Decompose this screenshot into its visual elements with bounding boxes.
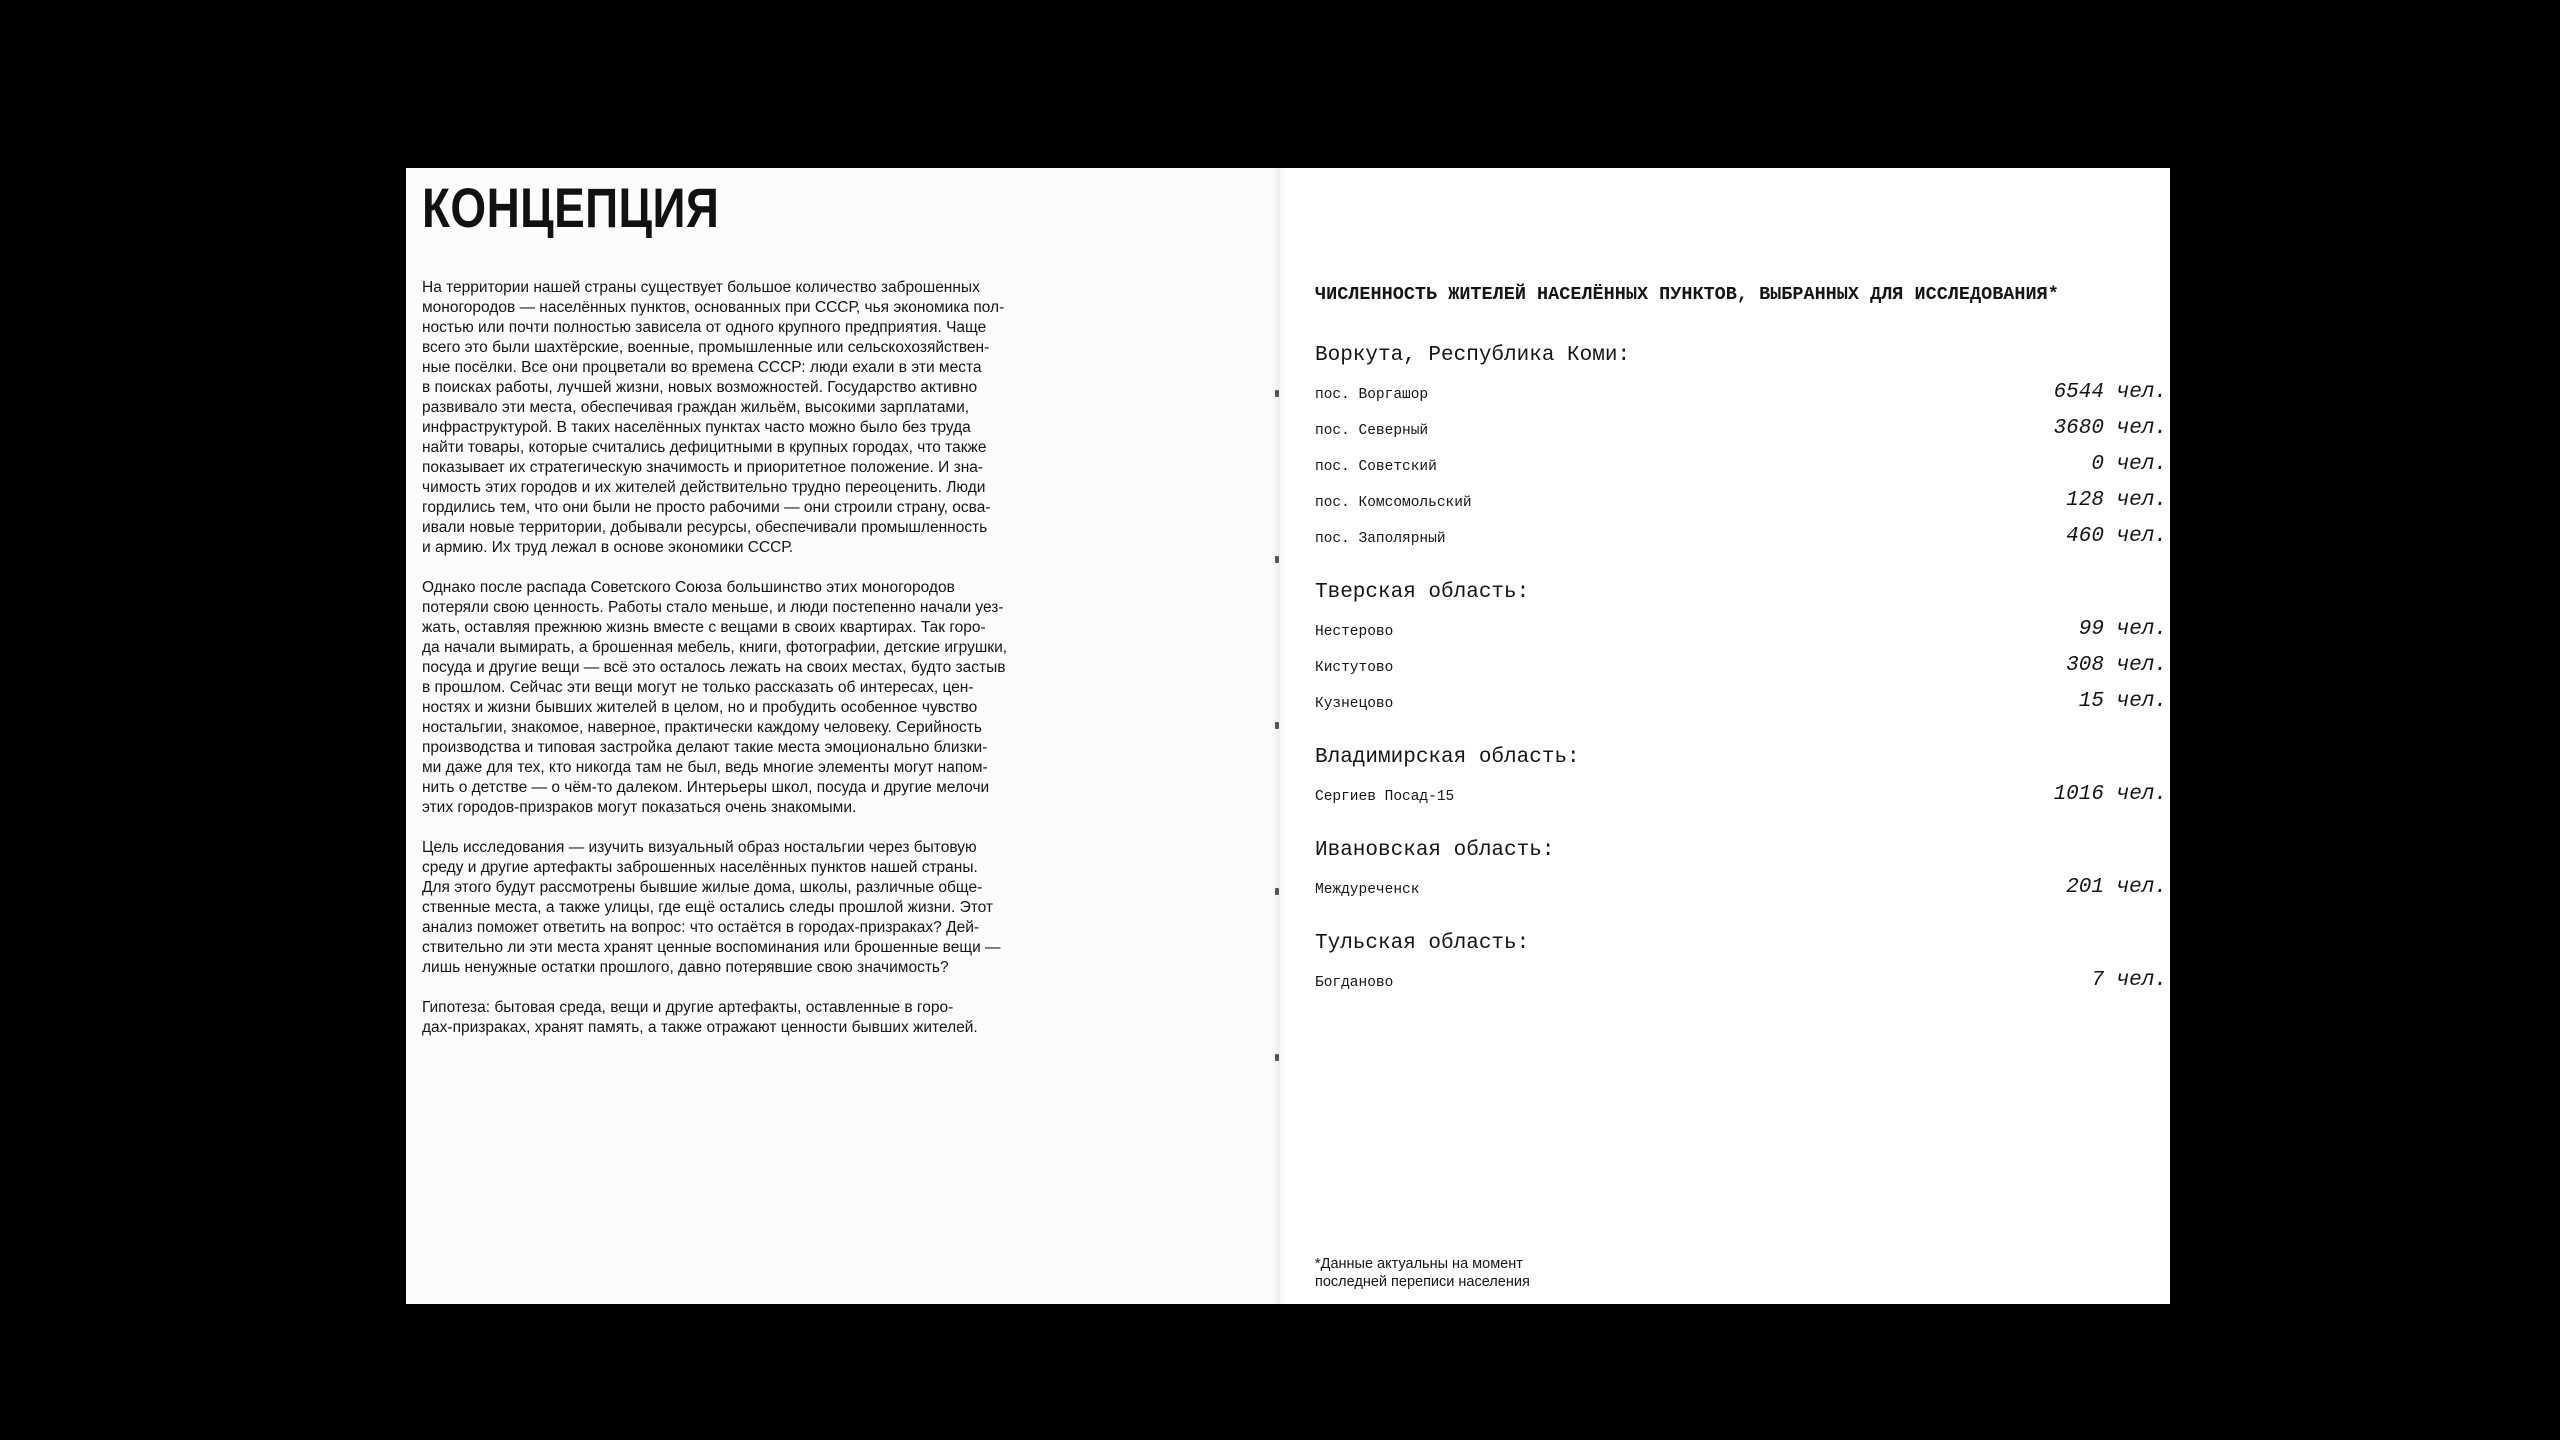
region-heading-tula: Тульская область:	[1315, 932, 1530, 955]
population-count: 99 чел.	[2078, 618, 2167, 641]
right-page	[1279, 168, 2170, 1304]
concept-text	[422, 278, 1062, 1058]
staple-mark	[1275, 888, 1279, 895]
population-count: 460 чел.	[2066, 525, 2167, 548]
population-count: 201 чел.	[2066, 876, 2167, 899]
paragraph-intro: На территории нашей страны существует большое количество заброшенных моногородов — населённых пунктов, основанных при СССР, чья экономика пол- ностью или почти полностью зависела от одного крупного предприятия. Чаще всего это были шахтёрские, военные, промышленные или сельскохозяйствен- ные посёлки. Все они процветали во времена СССР: люди ехали в эти места в поисках работы, лучшей жизни, новых возможностей. Государство активно развивало эти места, обеспечивая граждан жильём, высокими зарплатами, инфраструктурой. В таких населённых пунктах часто можно было без труда найти товары, которые считались дефицитными в крупных городах, что также показывает их стратегическую значимость и приоритетное положение. И зна- чимость этих городов и их жителей действительно трудно переоценить. Люди гордились тем, что они были не просто рабочими — они строили страну, осва- ивали новые территории, добывали ресурсы, обеспечивали промышленность и армию. Их труд лежал в основе экономики СССР.	[422, 279, 1005, 556]
staple-mark	[1275, 556, 1279, 563]
place-name: пос. Воргашор	[1315, 387, 1429, 403]
region-heading-vorkuta: Воркута, Республика Коми:	[1315, 344, 1631, 367]
region-heading-tver: Тверская область:	[1315, 581, 1530, 604]
region-heading-vladimir: Владимирская область:	[1315, 746, 1580, 769]
population-count: 3680 чел.	[2053, 417, 2167, 440]
population-count: 128 чел.	[2066, 489, 2167, 512]
staple-mark	[1275, 1054, 1279, 1061]
staple-mark	[1275, 722, 1279, 729]
staple-mark	[1275, 390, 1279, 397]
place-name: пос. Советский	[1315, 459, 1437, 475]
region-heading-ivanovo: Ивановская область:	[1315, 839, 1555, 862]
place-name: Сергиев Посад-15	[1315, 789, 1455, 805]
population-count: 308 чел.	[2066, 654, 2167, 677]
place-name: пос. Северный	[1315, 423, 1429, 439]
population-count: 1016 чел.	[2053, 783, 2167, 806]
booklet-spread	[406, 168, 2170, 1304]
spine-fold	[1272, 168, 1286, 1304]
population-table-title: ЧИСЛЕННОСТЬ ЖИТЕЛЕЙ НАСЕЛЁННЫХ ПУНКТОВ, ВЫБРАННЫХ ДЛЯ ИССЛЕДОВАНИЯ*	[1315, 284, 2059, 305]
paragraph-decline: Однако после распада Советского Союза большинство этих моногородов потеряли свою ценность. Работы стало меньше, и люди постепенно начали уез- жать, оставляя прежнюю жизнь вместе с вещами в своих квартирах. Так горо- да начали вымирать, а брошенная мебель, книги, фотографии, детские игрушки, посуда и другие вещи — всё это осталось лежать на своих местах, будто застыв в прошлом. Сейчас эти вещи могут не только рассказать об интересах, цен- ностях и жизни бывших жителей в целом, но и пробудить особенное чувство ностальгии, знакомое, наверное, практически каждому человеку. Серийность производства и типовая застройка делают такие места эмоционально близки- ми даже для тех, кто никогда там не был, ведь многие элементы могут напом- нить о детстве — о чём-то далеком. Интерьеры школ, посуда и другие мелочи этих городов-призраков могут показаться очень знакомыми.	[422, 579, 1008, 816]
population-count: 7 чел.	[2091, 969, 2167, 992]
page-title: КОНЦЕПЦИЯ	[422, 176, 720, 239]
place-name: Нестерово	[1315, 624, 1394, 640]
population-count: 15 чел.	[2078, 690, 2167, 713]
place-name: Междуреченск	[1315, 882, 1420, 898]
place-name: пос. Комсомольский	[1315, 495, 1472, 511]
paragraph-goal: Цель исследования — изучить визуальный образ ностальгии через бытовую среду и другие артефакты заброшенных населённых пунктов нашей страны. Для этого будут рассмотрены бывшие жилые дома, школы, различные обще- ственные места, а также улицы, где ещё остались следы прошлой жизни. Этот анализ поможет ответить на вопрос: что остаётся в городах-призраках? Дей- ствительно ли эти места хранят ценные воспоминания или брошенные вещи — лишь ненужные остатки прошлого, давно потерявшие свою значимость?	[422, 839, 1001, 976]
paragraph-hypothesis: Гипотеза: бытовая среда, вещи и другие артефакты, оставленные в горо- дах-призраках, хранят память, а также отражают ценности бывших жителей.	[422, 999, 978, 1036]
place-name: Богданово	[1315, 975, 1394, 991]
left-page	[406, 168, 1279, 1304]
footnote: *Данные актуальны на момент последней переписи населения	[1315, 1256, 1530, 1290]
place-name: Кузнецово	[1315, 696, 1394, 712]
place-name: пос. Заполярный	[1315, 531, 1446, 547]
population-count: 0 чел.	[2091, 453, 2167, 476]
population-count: 6544 чел.	[2053, 381, 2167, 404]
place-name: Кистутово	[1315, 660, 1394, 676]
